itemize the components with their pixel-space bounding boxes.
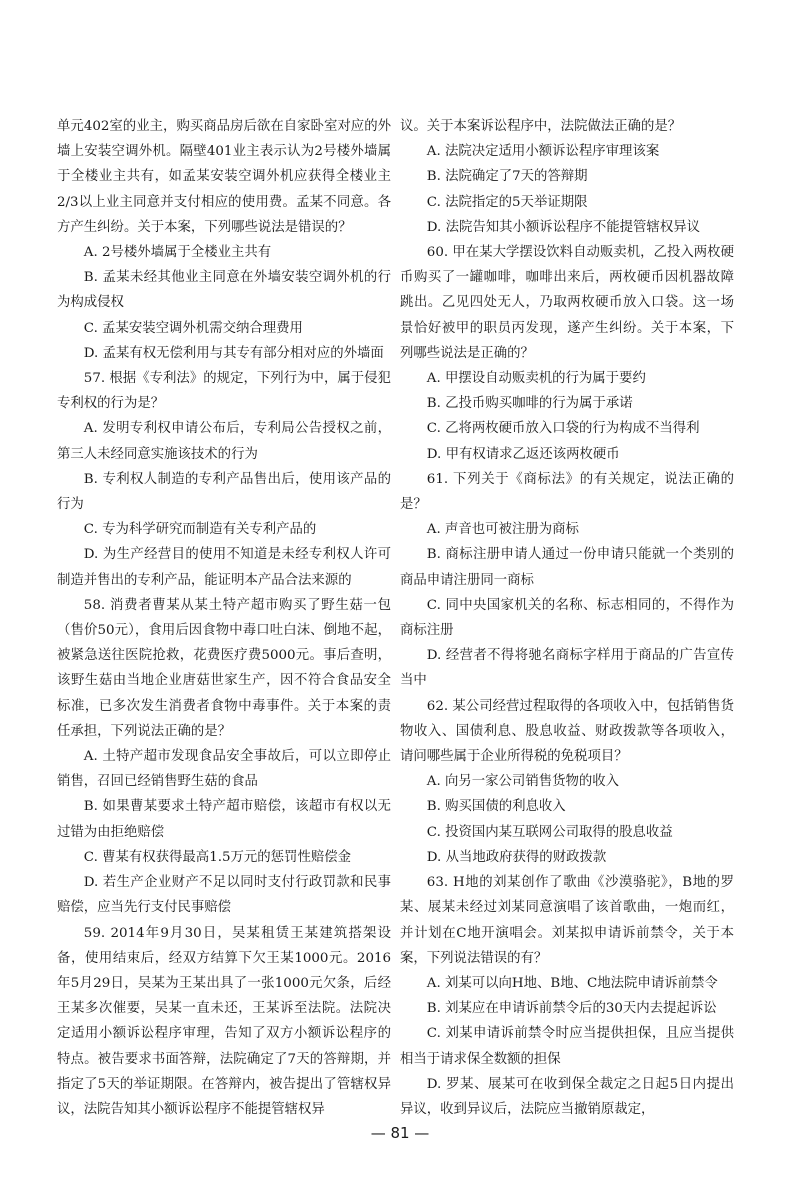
answer-option: D. 为生产经营目的使用不知道是未经专利权人许可制造并售出的专利产品，能证明本产品合法来源的 [57, 547, 391, 588]
answer-option: A. 土特产超市发现食品安全事故后，可以立即停止销售，召回已经销售野生菇的食品 [57, 749, 391, 790]
answer-option: D. 孟某有权无偿利用与其专有部分相对应的外墙面 [83, 345, 384, 361]
question-paragraph: 62. 某公司经营过程取得的各项收入中，包括销售货物收入、国债利息、股息收益、财政拨款等各项收入，请问哪些属于企业所得税的免税项目？ [400, 698, 734, 765]
answer-option: B. 乙投币购买咖啡的行为属于承诺 [426, 396, 633, 412]
answer-option: B. 商标注册申请人通过一份申请只能就一个类别的商品申请注册同一商标 [400, 547, 734, 588]
answer-option: B. 刘某应在申请诉前禁令后的30天内去提起诉讼 [426, 1001, 717, 1017]
answer-option: A. 声音也可被注册为商标 [426, 522, 579, 538]
question-paragraph: 58. 消费者曹某从某土特产超市购买了野生菇一包（售价50元），食用后因食物中毒口吐白沫、倒地不起，被紧急送往医院抢救，花费医疗费5000元。事后查明，该野生菇由当地企业唐菇世家生产，因不符合食品安全标准，已多次发生消费者食物中毒事件。关于本案的责任承担，下列说法正确的是？ [57, 597, 391, 739]
question-paragraph: 59. 2014年9月30日，吴某租赁王某建筑搭架设备，使用结束后，经双方结算下欠王某1000元。2016年5月29日，吴某为王某出具了一张1000元欠条，后经王某多次催要，吴某一直未还，王某诉至法院。法院决定适用小额诉讼程序审理，告知了双方小额诉讼程序的特点。被告要求书面答辩，法院确定了7天的答辩期，并指定了5天的举证期限。在答辩内，被告提出了管辖权异议，法院告知其小额诉讼程序不能提管辖权异 [57, 925, 391, 1117]
answer-option: C. 法院指定的5天举证期限 [426, 194, 588, 210]
answer-option: D. 若生产企业财产不足以同时支付行政罚款和民事赔偿，应当先行支付民事赔偿 [57, 875, 391, 916]
answer-option: D. 罗某、展某可在收到保全裁定之日起5日内提出异议，收到异议后，法院应当撤销原裁定， [400, 1076, 734, 1117]
question-paragraph: 63. H地的刘某创作了歌曲《沙漠骆驼》，B地的罗某、展某未经过刘某同意演唱了该首歌曲，一炮而红，并计划在C地开演唱会。刘某拟申请诉前禁令，关于本案，下列说法错误的有？ [400, 875, 734, 966]
right-column [400, 114, 734, 1122]
answer-option: C. 投资国内某互联网公司取得的股息收益 [426, 824, 673, 840]
answer-option: B. 购买国债的利息收入 [426, 799, 566, 815]
answer-option: D. 法院告知其小额诉讼程序不能提管辖权异议 [426, 219, 700, 235]
question-paragraph: 57. 根据《专利法》的规定，下列行为中，属于侵犯专利权的行为是？ [57, 371, 391, 412]
answer-option: C. 曹某有权获得最高1.5万元的惩罚性赔偿金 [83, 849, 352, 865]
answer-option: B. 孟某未经其他业主同意在外墙安装空调外机的行为构成侵权 [57, 270, 391, 311]
answer-option: A. 发明专利权申请公布后，专利局公告授权之前，第三人未经同意实施该技术的行为 [57, 421, 391, 462]
answer-option: C. 孟某安装空调外机需交纳合理费用 [83, 320, 303, 336]
answer-option: A. 2号楼外墙属于全楼业主共有 [83, 245, 272, 261]
question-paragraph: 60. 甲在某大学摆设饮料自动贩卖机，乙投入两枚硬币购买了一罐咖啡，咖啡出来后，两枚硬币因机器故障跳出。乙见四处无人，乃取两枚硬币放入口袋。这一场景恰好被甲的职员丙发现，遂产生纠纷。关于本案，下列哪些说法是正确的？ [400, 245, 734, 361]
answer-option: B. 法院确定了7天的答辩期 [426, 169, 588, 185]
continued-paragraph: 单元402室的业主，购买商品房后欲在自家卧室对应的外墙上安装空调外机。隔壁401业主表示认为2号楼外墙属于全楼业主共有，如孟某安装空调外机应获得全楼业主2/3以上业主同意并支付相应的使用费。孟某不同意。各方产生纠纷。关于本案，下列哪些说法是错误的？ [57, 119, 391, 235]
continued-paragraph: 议。关于本案诉讼程序中，法院做法正确的是？ [400, 119, 682, 134]
answer-option: C. 专为科学研究而制造有关专利产品的 [83, 522, 317, 538]
question-paragraph: 61. 下列关于《商标法》的有关规定，说法正确的是？ [400, 471, 734, 513]
answer-option: D. 经营者不得将驰名商标字样用于商品的广告宣传当中 [400, 648, 734, 689]
answer-option: D. 甲有权请求乙返还该两枚硬币 [426, 446, 620, 462]
answer-option: A. 甲摆设自动贩卖机的行为属于要约 [426, 371, 646, 387]
answer-option: A. 刘某可以向H地、B地、C地法院申请诉前禁令 [426, 975, 718, 991]
page-number: — 81 — [370, 1124, 430, 1142]
answer-option: C. 刘某申请诉前禁令时应当提供担保，且应当提供相当于请求保全数额的担保 [400, 1026, 734, 1067]
answer-option: D. 从当地政府获得的财政拨款 [426, 849, 607, 865]
answer-option: C. 同中央国家机关的名称、标志相同的，不得作为商标注册 [400, 597, 734, 639]
answer-option: A. 法院决定适用小额诉讼程序审理该案 [426, 144, 660, 160]
answer-option: A. 向另一家公司销售货物的收入 [426, 774, 620, 790]
answer-option: B. 如果曹某要求土特产超市赔偿，该超市有权以无过错为由拒绝赔偿 [57, 799, 391, 840]
answer-option: B. 专利权人制造的专利产品售出后，使用该产品的行为 [57, 471, 391, 513]
answer-option: C. 乙将两枚硬币放入口袋的行为构成不当得利 [426, 421, 700, 437]
left-column [57, 114, 391, 1122]
